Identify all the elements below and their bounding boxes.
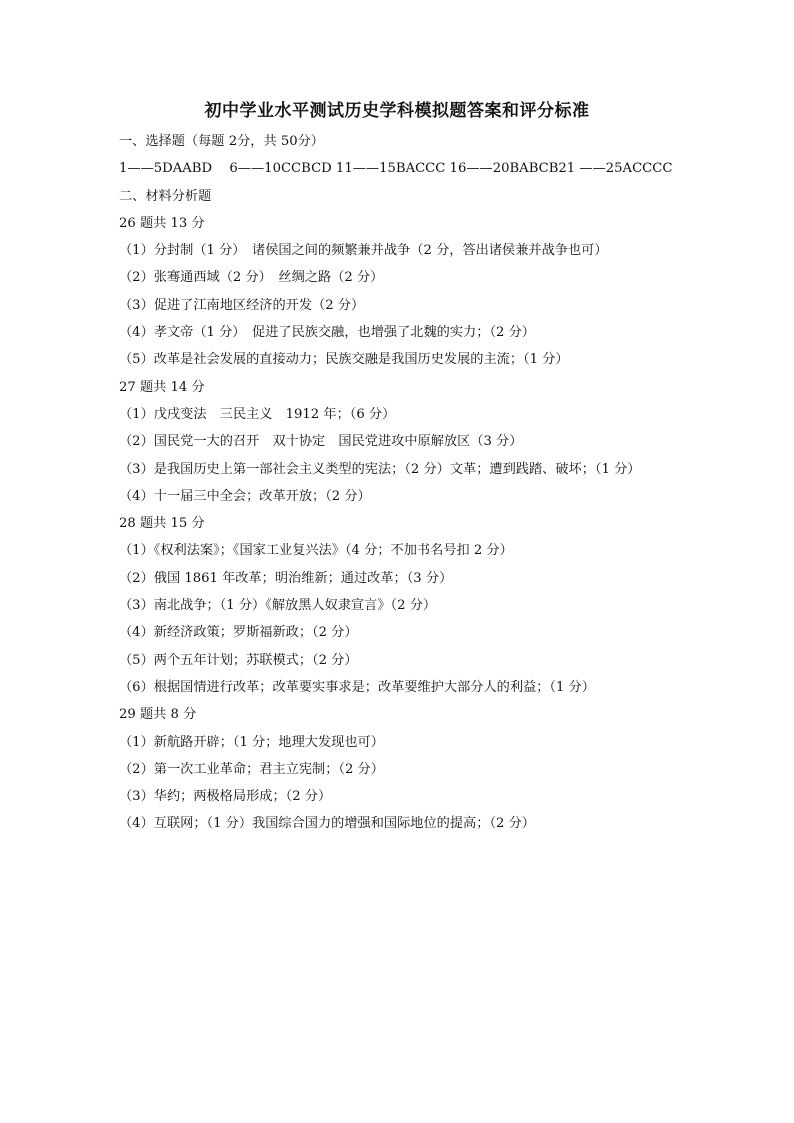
q26-answer-5: （5）改革是社会发展的直接动力；民族交融是我国历史发展的主流；（1 分）	[119, 352, 569, 368]
q28-answer-6: （6）根据国情进行改革；改革要实事求是；改革要维护大部分人的利益；（1 分）	[119, 679, 595, 695]
q27-answer-4: （4）十一届三中全会；改革开放；（2 分）	[119, 488, 371, 504]
section-heading-material: 二、材料分析题	[119, 188, 212, 204]
q26-answer-1: （1）分封制（1 分） 诸侯国之间的频繁兼并战争（2 分，答出诸侯兼并战争也可）	[119, 243, 608, 259]
q28-answer-4: （4）新经济政策；罗斯福新政；（2 分）	[119, 625, 358, 641]
question-28-heading: 28 题共 15 分	[119, 516, 205, 532]
q27-answer-3: （3）是我国历史上第一部社会主义类型的宪法；（2 分）文革；遭到践踏、破坏；（1 分）	[119, 461, 641, 477]
q27-answer-1: （1）戊戌变法 三民主义 1912 年；（6 分）	[119, 406, 396, 422]
question-26-heading: 26 题共 13 分	[119, 215, 205, 231]
q26-answer-3: （3）促进了江南地区经济的开发（2 分）	[119, 297, 365, 313]
q29-answer-1: （1）新航路开辟；（1 分；地理大发现也可）	[119, 734, 384, 750]
q28-answer-2: （2）俄国 1861 年改革；明治维新；通过改革；（3 分）	[119, 570, 453, 586]
q26-answer-2: （2）张骞通西域（2 分） 丝绸之路（2 分）	[119, 270, 384, 286]
document-title: 初中学业水平测试历史学科模拟题答案和评分标准	[204, 101, 590, 121]
q28-answer-3: （3）南北战争；（1 分）《解放黑人奴隶宣言》（2 分）	[119, 598, 437, 614]
q26-answer-4: （4）孝文帝（1 分） 促进了民族交融，也增强了北魏的实力；（2 分）	[119, 325, 535, 341]
choice-answers: 1——5DAABD 6——10CCBCD 11——15BACCC 16——20BABCB21 ——25ACCCC	[119, 161, 673, 177]
q29-answer-4: （4）互联网；（1 分）我国综合国力的增强和国际地位的提高；（2 分）	[119, 816, 535, 832]
section-heading-choice: 一、选择题（每题 2分，共 50分）	[119, 134, 324, 149]
q29-answer-3: （3）华约；两极格局形成；（2 分）	[119, 789, 332, 805]
q28-answer-1: （1）《权利法案》；《国家工业复兴法》（4 分；不加书名号扣 2 分）	[119, 543, 513, 559]
question-27-heading: 27 题共 14 分	[119, 379, 205, 395]
question-29-heading: 29 题共 8 分	[119, 707, 197, 723]
q29-answer-2: （2）第一次工业革命；君主立宪制；（2 分）	[119, 761, 384, 777]
q27-answer-2: （2）国民党一大的召开 双十协定 国民党进攻中原解放区（3 分）	[119, 434, 523, 450]
answer-body	[119, 128, 739, 838]
q28-answer-5: （5）两个五年计划；苏联模式；（2 分）	[119, 652, 358, 668]
